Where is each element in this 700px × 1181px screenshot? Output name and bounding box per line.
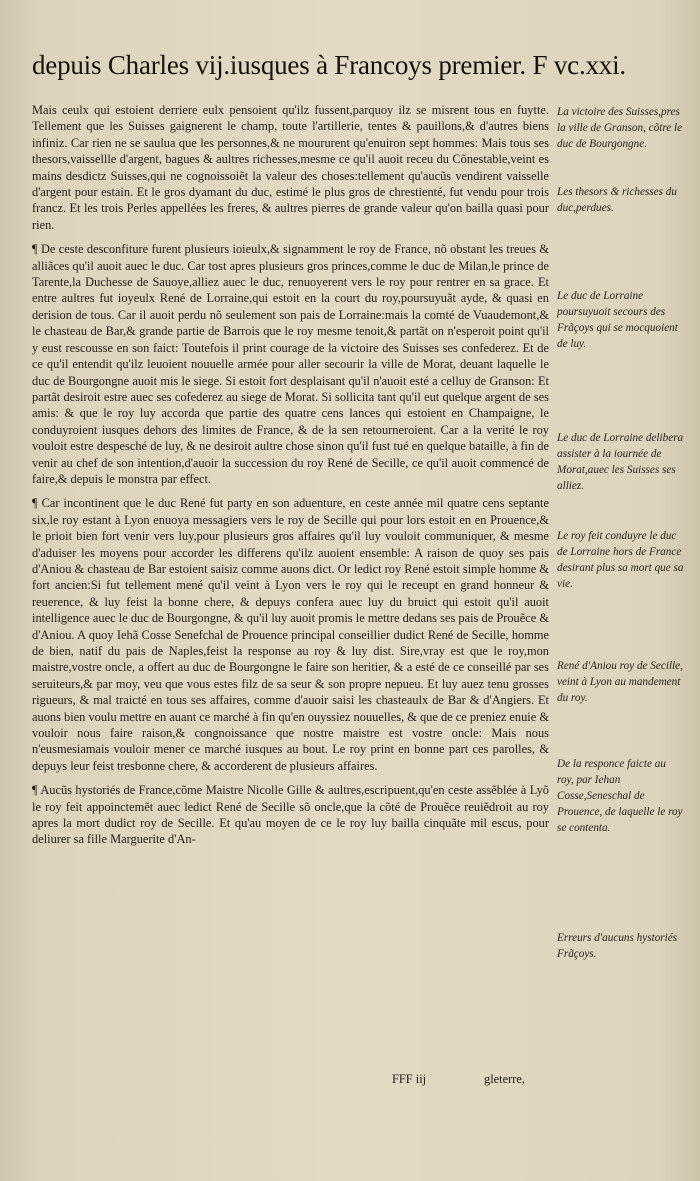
- paragraph: ¶ Aucũs hystoriés de France,cõme Maistre Nicolle Gille & aultres,escripuent,qu'en ceste assẽblée à Lyõ le roy feit appoinctemẽt auec ledict René de Secille sõ oncle,que la cõté de Prouẽce reuiẽdroit au roy apres la mort dudict roy de Secille. Et qu'au moyen de ce le roy luy bailla cinquãte mil escus, pour deliurer sa fille Marguerite d'An-: [32, 783, 549, 847]
- paragraph: ¶ Car incontinent que le duc René fut party en son aduenture, en ceste année mil quatre cens septante six,le roy estant à Lyon enuoya messagiers vers le roy de Secille qui pour lors estoit en en Prouence,& le prioit bien fort venir vers luy,pour plusieurs gros affaires qu'il luy vouloit communiquer, & mesme d'aduiser les moyens pour accorder les differens qu'ilz auoient ensemble: A raison de quoy ses pais d'Aniou & chasteau de Bar estoient saisiz comme auons dict. Or ledict roy René estoit simple homme & fort ancien:Si fut tellement mené qu'il veint à Lyon vers le roy qui le receupt en grand honneur & reuerence, & luy feist la bonne chere, & depuys confera auec luy du bruict qui estoit qu'il auoit intelligence auec le duc de Bourgongne, & qu'il luy auoit promis le mettre dedans ses pais de Prouẽce & d'Aniou. A quoy Iehã Cosse Senefchal de Prouence principal conseillier dudict René de Secille, homme de bien, natif du pais de Naples,feist la response au roy & luy dist. Sire,vray est que le roy,mon maistre,vostre oncle, a offert au duc de Bourgongne le faire son heritier, & a esté de ce conseillé par ses seruiteurs,& par moy, veu que vous estes filz de sa seur & son propre nepueu. Et luy auez tenu grosses rigueurs, & mal traicté en tous ses affaires, comme d'auoir saisi les chasteaulx de Bar & d'Angiers. Et auons bien voulu mettre en auant ce marché à fin qu'en ouyssiez nouuelles, & que de ce preniez enuie & vouloir nous faire raison,& congnoissance que nostre maistre est vostre oncle: Mais nous n'eusmesiamais vouloir mener ce marché iusques au bout. Le roy print en bonne part ces parolles, & depuys leur feist tresbonne chere, & accorderent de plusieurs affaires.: [32, 496, 549, 773]
- main-text-block: [32, 102, 549, 848]
- signature-mark: FFF iij: [392, 1072, 427, 1086]
- margin-note: Le duc de Lorraine poursuyuoit secours des Frãçoys qui se mocquoient de luy.: [557, 290, 678, 350]
- catchword: gleterre,: [484, 1072, 525, 1086]
- margin-note: René d'Aniou roy de Secille, veint à Lyon au mandement du roy.: [557, 660, 683, 704]
- margin-note: Erreurs d'aucuns hystoriés Frãçoys.: [557, 932, 678, 960]
- margin-note: Les thesors & richesses du duc,perdues.: [557, 186, 677, 214]
- running-header: depuis Charles vij.iusques à Francoys premier. F vc.xxi.: [32, 50, 626, 80]
- paragraph: Mais ceulx qui estoient derriere eulx pensoient qu'ilz fussent,parquoy ilz se misrent tous en fuytte. Tellement que les Suisses gaignerent le champ, toute l'artillerie, tentes & pauillons,& d'autres biens infiniz. Car rien ne se saulua que les personnes,& ne moururent qu'enuiron sept hommes: Mais tous ses thesors,vaissellle d'argent, bagues & aultres richesses,mesme ce qu'il auoit receu du Cõnestable,veint es mains desdictz Suisses,qui ne cognoissoiẽt la valeur des choses:tellement qu'aucũs vendirent vaisselle d'argent pour estain. Et le gros dyamant du duc, estimé le plus gros de chrestienté, fut vendu pour trois francz. Et les trois Perles appellées les freres, & aultres pierres de grande valeur qu'on bailla quasi pour rien.: [32, 103, 549, 232]
- margin-note: Le roy feit conduyre le duc de Lorraine hors de France desirant plus sa mort que sa vie.: [557, 530, 684, 590]
- margin-note: La victoire des Suisses,pres la ville de Granson, cõtre le duc de Bourgongne.: [557, 106, 683, 150]
- margin-note: De la responce faicte au roy, par Iehan Cosse,Seneschal de Prouence, de laquelle le roy se contenta.: [557, 758, 683, 834]
- margin-note: Le duc de Lorraine delibera assister à la iournée de Morat,auec les Suisses ses alliez.: [557, 432, 684, 492]
- paragraph: ¶ De ceste desconfiture furent plusieurs ioieulx,& signamment le roy de France, nõ obstant les treues & alliãces qu'il auoit auec le duc. Car tost apres plusieurs gros princes,comme le duc de Milan,le prince de Tarente,la Duchesse de Sauoye,alliez auec le duc, renuoyerent vers le roy pour rentrer en sa grace. Et entre aultres fut ioyeulx René de Lorraine,qui estoit en la court du roy,poursuyuãt ayde, & quasi en derision de tous. Car il auoit perdu nõ seulement son pais de Lorraine:mais la comté de Vuaudemont,& le chasteau de Bar,& grande partie de Barrois que le roy mesme tenoit,& partãt on n'esperoit point qu'il y eust rescousse en son faict: Toutefois il print courage de la victoire des Suisses ses confederez. Et de ce qu'il entendit qu'ilz leuoient nouuelle armée pour aller secourir la ville de Morat, deuant laquelle le duc de Bourgongne auoit mis le siege. Si estoit fort desplaisant qu'il n'auoit esté a celluy de Granson: Et partãt desiroit estre auec ses cofederez au siege de Morat. Si sollicita tant qu'il eut quelque argent de ses amis: & que le roy luy accorda que partie des quatre cens lances qui estoient en Champaigne, le conduyroient iusques dehors des limites de France, & de la sen retourneroient. Car a la verité le roy vouloit estre despesché de luy, & ne desiroit aultre chose sinon qu'il fust tué en quelque bataille, à fin de venir au chef de son intention,d'auoir la succession du roy René de Secille, ce qu'il auoit commencé de faire,& depuis le monstra par effect.: [32, 242, 549, 486]
